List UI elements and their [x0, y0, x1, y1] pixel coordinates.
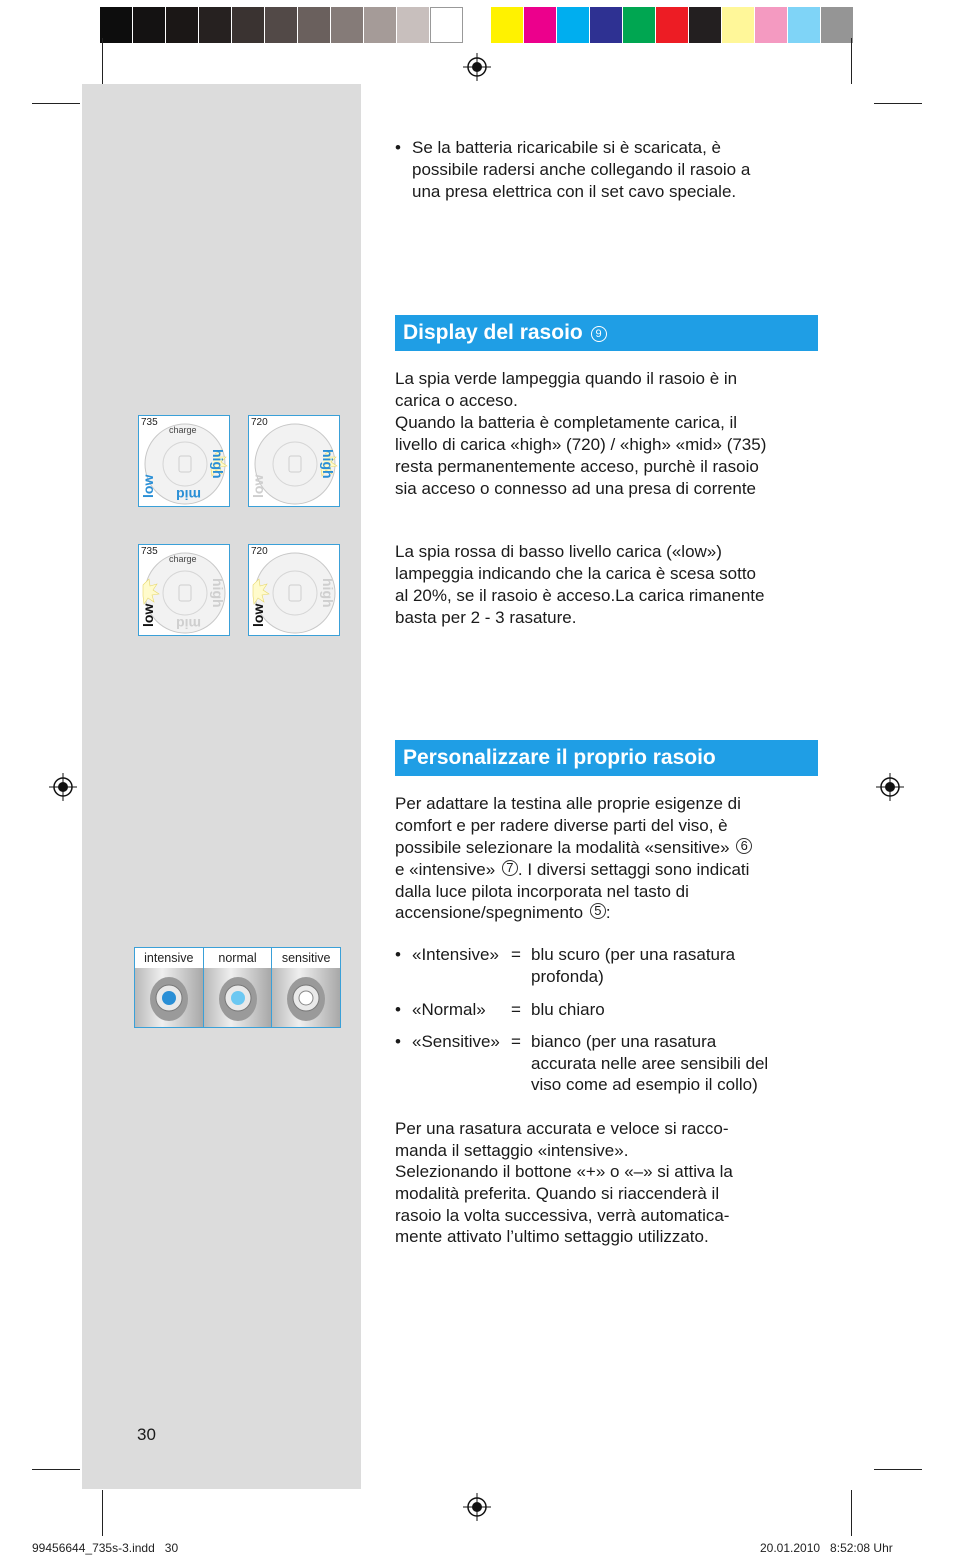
- color-swatch: [232, 7, 265, 43]
- mode-panel-sensitive: [272, 948, 340, 1027]
- crop-mark: [102, 38, 103, 84]
- crop-mark: [874, 1469, 922, 1470]
- intro-line: possibile radersi anche collegando il rasoio a: [412, 160, 751, 179]
- paragraph-text: possibile selezionare la modalità «sensitive»: [395, 838, 730, 857]
- paragraph-line: dalla luce pilota incorporata nel tasto di: [395, 882, 689, 901]
- color-swatch: [656, 7, 689, 43]
- bullet-mark: •: [395, 138, 401, 157]
- display-dial-icon: [249, 416, 340, 507]
- mode-panel-label: sensitive: [281, 951, 331, 965]
- led-light: [162, 991, 176, 1005]
- color-swatch: [166, 7, 199, 43]
- page-number: 30: [137, 1425, 156, 1444]
- paragraph-line: rasoio la volta successiva, verrà automatica-: [395, 1206, 730, 1225]
- power-button-icon: [204, 968, 272, 1028]
- mode-label: «Sensitive»: [412, 1032, 500, 1051]
- paragraph-text: . I diversi settaggi sono indicati: [517, 860, 750, 879]
- paragraph-line: Per adattare la testina alle proprie esigenze di: [395, 794, 741, 813]
- footer-file-info: 99456644_735s-3.indd 30: [32, 1541, 179, 1555]
- high-label: high: [320, 449, 336, 479]
- display-thumbnail-720-low: [248, 544, 340, 636]
- display-dial-icon: [249, 545, 340, 636]
- model-number: 720: [251, 546, 268, 557]
- paragraph-line: Selezionando il bottone «+» o «–» si attiva la: [395, 1162, 733, 1181]
- color-swatch: [265, 7, 298, 43]
- mode-description: viso come ad esempio il collo): [531, 1075, 758, 1094]
- registration-mark-icon: [49, 773, 77, 801]
- reference-number: 5: [590, 903, 606, 919]
- paragraph-line: Quando la batteria è completamente carica, il: [395, 413, 738, 432]
- crop-mark: [102, 1490, 103, 1536]
- power-button-icon: [272, 968, 340, 1028]
- led-light: [231, 991, 245, 1005]
- color-swatch: [133, 7, 166, 43]
- model-number: 735: [141, 546, 158, 557]
- mode-label: «Normal»: [412, 1000, 486, 1019]
- mode-equals: =: [511, 1000, 521, 1019]
- shaver-button-image: [135, 968, 203, 1027]
- paragraph-line: livello di carica «high» (720) / «high» «mid» (735): [395, 435, 767, 454]
- high-label: high: [320, 578, 336, 608]
- display-dial-icon: [139, 416, 230, 507]
- paragraph-line: [395, 837, 752, 859]
- registration-mark-icon: [463, 53, 491, 81]
- bullet-mark: •: [395, 945, 401, 964]
- high-label: high: [210, 578, 226, 608]
- color-swatch: [524, 7, 557, 43]
- color-swatch: [788, 7, 821, 43]
- paragraph-line: manda il settaggio «intensive».: [395, 1141, 629, 1160]
- paragraph-line: [395, 902, 611, 924]
- bullet-mark: •: [395, 1000, 401, 1019]
- paragraph-line: basta per 2 - 3 rasature.: [395, 608, 577, 627]
- paragraph-line: mente attivato l’ultimo settaggio utilizzato.: [395, 1227, 709, 1246]
- charge-label: charge: [169, 554, 197, 564]
- mode-description: bianco (per una rasatura: [531, 1032, 717, 1051]
- display-thumbnail-735-low: [138, 544, 230, 636]
- color-swatch: [590, 7, 623, 43]
- color-swatch: [298, 7, 331, 43]
- model-number: 735: [141, 417, 158, 428]
- reference-number: 9: [591, 326, 607, 342]
- heading-text: Display del rasoio: [403, 321, 583, 344]
- paragraph-line: al 20%, se il rasoio è acceso.La carica rimanente: [395, 586, 765, 605]
- footer-timestamp: 20.01.2010 8:52:08 Uhr: [760, 1541, 893, 1555]
- color-swatch: [430, 7, 464, 43]
- paragraph-line: [395, 859, 749, 881]
- mid-label: mid: [176, 487, 201, 503]
- display-thumbnail-735-charged: [138, 415, 230, 507]
- mode-panel-label: intensive: [144, 951, 194, 965]
- display-thumbnail-720-charged: [248, 415, 340, 507]
- color-swatch: [331, 7, 364, 43]
- low-label: low: [140, 474, 156, 498]
- color-swatch: [199, 7, 232, 43]
- low-label: low: [140, 603, 156, 627]
- mode-equals: =: [511, 1032, 521, 1051]
- high-label: high: [210, 449, 226, 479]
- mode-description: accurata nelle aree sensibili del: [531, 1054, 769, 1073]
- paragraph-line: Per una rasatura accurata e veloce si racco-: [395, 1119, 729, 1138]
- mode-description: profonda): [531, 967, 604, 986]
- reference-number: 7: [502, 860, 518, 876]
- low-label: low: [250, 474, 266, 498]
- paragraph-text: :: [605, 903, 611, 922]
- section-heading-personalize: Personalizzare il proprio rasoio: [395, 740, 818, 776]
- led-light: [299, 991, 313, 1005]
- color-calibration-bar: [100, 7, 854, 43]
- crop-mark: [874, 103, 922, 104]
- section-heading-display: [395, 315, 818, 351]
- paragraph-line: lampeggia indicando che la carica è scesa sotto: [395, 564, 756, 583]
- color-swatch: [364, 7, 397, 43]
- paragraph-line: sia acceso o connesso ad una presa di corrente: [395, 479, 757, 498]
- swatch-gap: [463, 7, 491, 43]
- crop-mark: [32, 103, 80, 104]
- color-swatch: [557, 7, 590, 43]
- paragraph-line: La spia rossa di basso livello carica («low»): [395, 542, 722, 561]
- low-label: low: [250, 603, 266, 627]
- bullet-mark: •: [395, 1032, 401, 1051]
- registration-mark-icon: [876, 773, 904, 801]
- intro-line: Se la batteria ricaricabile si è scaricata, è: [412, 138, 721, 157]
- paragraph-line: resta permanentemente acceso, purchè il rasoio: [395, 457, 759, 476]
- mode-illustration-strip: [134, 947, 341, 1028]
- color-swatch: [689, 7, 722, 43]
- color-swatch: [491, 7, 524, 43]
- mode-label: «Intensive»: [412, 945, 499, 964]
- crop-mark: [851, 38, 852, 84]
- reference-number: 6: [736, 838, 752, 854]
- registration-mark-icon: [463, 1493, 491, 1521]
- shaver-button-image: [272, 968, 340, 1027]
- color-swatch: [722, 7, 755, 43]
- color-swatch: [623, 7, 656, 43]
- power-button-icon: [135, 968, 203, 1028]
- color-swatch: [821, 7, 854, 43]
- mode-equals: =: [511, 945, 521, 964]
- paragraph-line: carica o acceso.: [395, 391, 518, 410]
- mid-label: mid: [176, 616, 201, 632]
- color-swatch: [100, 7, 133, 43]
- paragraph-line: modalità preferita. Quando si riaccenderà il: [395, 1184, 720, 1203]
- mode-panel-label: normal: [218, 951, 257, 965]
- paragraph-text: accensione/spegnimento: [395, 903, 584, 922]
- color-swatch: [397, 7, 430, 43]
- mode-panel-normal: [204, 948, 273, 1027]
- crop-mark: [851, 1490, 852, 1536]
- illustration-column: [82, 84, 361, 1489]
- mode-panel-intensive: [135, 948, 204, 1027]
- crop-mark: [32, 1469, 80, 1470]
- mode-description: blu chiaro: [531, 1000, 605, 1019]
- charge-label: charge: [169, 425, 197, 435]
- mode-description: blu scuro (per una rasatura: [531, 945, 736, 964]
- shaver-button-image: [204, 968, 272, 1027]
- intro-line: una presa elettrica con il set cavo speciale.: [412, 182, 737, 201]
- display-dial-icon: [139, 545, 230, 636]
- paragraph-line: comfort e per radere diverse parti del viso, è: [395, 816, 728, 835]
- paragraph-line: La spia verde lampeggia quando il rasoio è in: [395, 369, 738, 388]
- color-swatch: [755, 7, 788, 43]
- model-number: 720: [251, 417, 268, 428]
- paragraph-text: e «intensive»: [395, 860, 496, 879]
